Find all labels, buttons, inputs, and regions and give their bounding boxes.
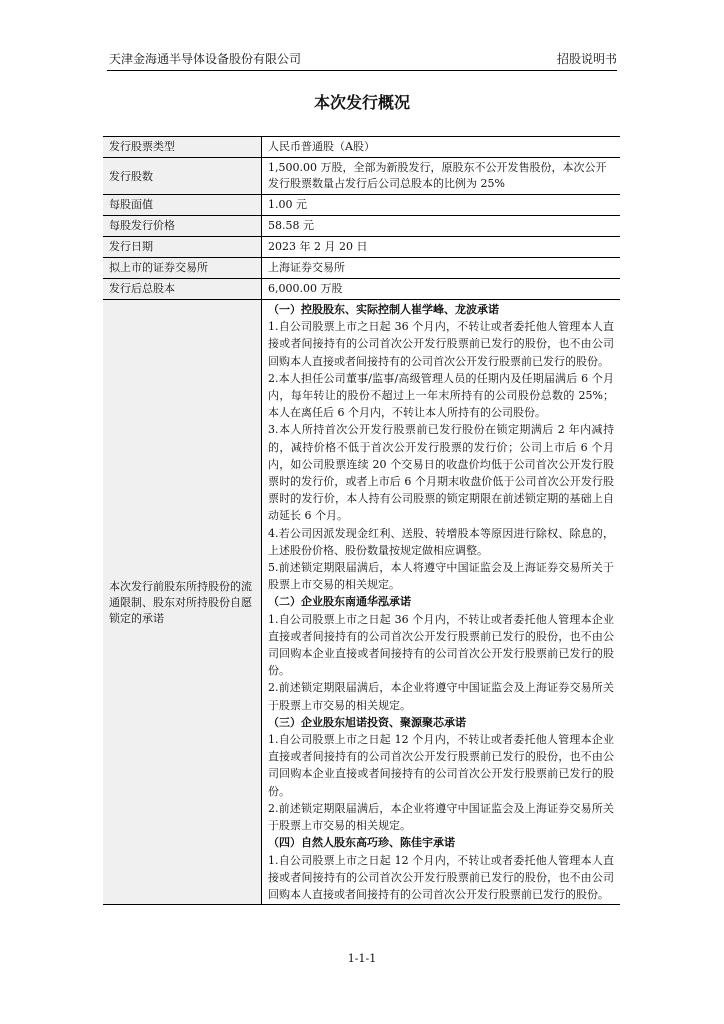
commitment-paragraph: 2.前述锁定期限届满后，本企业将遵守中国证监会及上海证券交易所关于股票上市交易的相关规定。 <box>268 681 614 712</box>
row-value: 58.58 元 <box>262 216 621 237</box>
header-doc-type: 招股说明书 <box>556 52 617 66</box>
commitment-section <box>268 593 614 713</box>
row-label: 每股面值 <box>103 195 262 216</box>
commitment-paragraph: 5.前述锁定期限届满后，本人将遵守中国证监会及上海证券交易所关于股票上市交易的相关规定。 <box>268 561 614 592</box>
row-label: 发行股票类型 <box>103 137 262 158</box>
row-value: 人民币普通股（A股） <box>262 137 621 158</box>
page-title: 本次发行概况 <box>313 93 410 112</box>
row-value: 1.00 元 <box>262 195 621 216</box>
table-row <box>103 258 620 279</box>
section-heading: （四）自然人股东高巧珍、陈佳宇承诺 <box>268 836 455 850</box>
header-company: 天津金海通半导体设备股份有限公司 <box>109 52 302 66</box>
row-value: 1,500.00 万股，全部为新股发行，原股东不公开发售股份，本次公开发行股票数量占发行后公司总股本的比例为 25% <box>262 158 621 195</box>
table-row <box>103 237 620 258</box>
commitment-section <box>268 301 614 593</box>
table-row <box>103 279 620 300</box>
row-label: 发行股数 <box>103 158 262 195</box>
section-heading: （三）企业股东旭诺投资、聚源聚芯承诺 <box>268 715 466 729</box>
table-row <box>103 158 620 195</box>
commitment-paragraph: 3.本人所持首次公开发行股票前已发行股份在锁定期满后 2 年内减持的，减持价格不低于首次公开发行股票的发行价；公司上市后 6 个月内，如公司股票连续 20 个交易日的收盘价均低于公司首次公开发行股票时的发行价，或者上市后 6 个月期末收盘价低于公司首次公开发行股票时的发行价，本人持有公司股票的锁定期限在前述锁定期的基础上自动延长 6 个月。 <box>268 423 614 523</box>
commitment-section <box>268 834 614 903</box>
commitment-paragraph: 2.本人担任公司董事/监事/高级管理人员的任期内及任期届满后 6 个月内，每年转让的股份不超过上一年末所持有的公司股份总数的 25%；本人在离任后 6 个月内，不转让本人所持有的公司股份。 <box>268 371 614 420</box>
row-value: 上海证券交易所 <box>262 258 621 279</box>
row-label: 发行后总股本 <box>103 279 262 300</box>
commitment-section <box>268 714 614 834</box>
commitment-paragraph: 4.若公司因派发现金红利、送股、转增股本等原因进行除权、除息的，上述股份价格、股份数量按规定做相应调整。 <box>268 526 614 557</box>
offering-overview-table <box>103 136 620 905</box>
commitment-paragraph: 1.自公司股票上市之日起 36 个月内，不转让或者委托他人管理本人直接或者间接持有的公司首次公开发行股票前已发行的股份，也不由公司回购本人直接或者间接持有的公司首次公开发行股票前已发行的股份。 <box>268 320 614 368</box>
section-heading: （二）企业股东南通华泓承诺 <box>268 595 411 609</box>
section-heading: （一）控股股东、实际控制人崔学峰、龙波承诺 <box>268 303 499 316</box>
table-row <box>103 137 620 158</box>
table-row <box>103 195 620 216</box>
row-label: 发行日期 <box>103 237 262 258</box>
lockup-label: 本次发行前股东所持股份的流通限制、股东对所持股份自愿锁定的承诺 <box>103 300 262 905</box>
lockup-row <box>103 300 620 905</box>
table-row <box>103 216 620 237</box>
commitment-paragraph: 2.前述锁定期限届满后，本企业将遵守中国证监会及上海证券交易所关于股票上市交易的相关规定。 <box>268 801 614 833</box>
row-label: 每股发行价格 <box>103 216 262 237</box>
commitment-paragraph: 1.自公司股票上市之日起 36 个月内，不转让或者委托他人管理本企业直接或者间接持有的公司首次公开发行股票前已发行的股份，也不由公司回购本企业直接或者间接持有的公司首次公开发行股票前已发行的股份。 <box>268 612 614 678</box>
page-header <box>107 50 617 71</box>
row-label: 拟上市的证券交易所 <box>103 258 262 279</box>
commitment-paragraph: 1.自公司股票上市之日起 12 个月内，不转让或者委托他人管理本人直接或者间接持有的公司首次公开发行股票前已发行的股份，也不由公司回购本人直接或者间接持有的公司首次公开发行股票前已发行的股份。 <box>268 853 614 901</box>
lockup-commitments <box>262 300 621 905</box>
commitment-paragraph: 1.自公司股票上市之日起 12 个月内，不转让或者委托他人管理本企业直接或者间接持有的公司首次公开发行股票前已发行的股份，也不由公司回购本企业直接或者间接持有的公司首次公开发行股票前已发行的股份。 <box>268 733 614 798</box>
row-value: 6,000.00 万股 <box>262 279 621 300</box>
row-value: 2023 年 2 月 20 日 <box>262 237 621 258</box>
page-number: 1-1-1 <box>347 952 377 965</box>
